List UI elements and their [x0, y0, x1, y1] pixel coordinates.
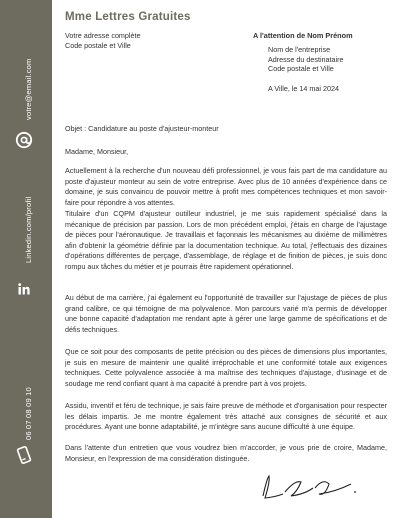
recipient-title: A l'attention de Nom Prénom — [253, 31, 353, 40]
paragraph: Dans l'attente d'un entretien que vous voudrez bien m'accorder, je vous prie de croire, Madame, Monsieur, en l'expression de ma considération distinguée. — [65, 443, 387, 463]
paragraph: Au début de ma carrière, j'ai également eu l'opportunité de travailler sur l'ajustage de pièces de plus grand calibre, ce qui témoigne de ma polyvalence. Mon parcours varié m'a permis de développer une bonne capacité d'adaptation me rendant apte à gérer une large gamme de spécifications et de défis techniques. — [65, 293, 387, 334]
linkedin-icon — [14, 279, 34, 299]
email-text: votre@email.com — [24, 58, 33, 120]
sender-city: Code postale et Ville — [65, 40, 131, 50]
salutation: Madame, Monsieur, — [65, 147, 129, 156]
paragraph: Que ce soit pour des composants de petite précision ou des pièces de dimensions plus importantes, je suis en mesure de maintenir une qualité irréprochable et une conformité totale aux exigences techniques. Cette polyvalence associée à ma maîtrise des techniques d'ajustage, d'usinage et de soudage me rend confiant quant à ma capacité à prendre part à vos projets. — [65, 347, 387, 388]
letter-date: A Ville, le 14 mai 2024 — [268, 84, 339, 93]
recipient-company: Nom de l'entreprise — [268, 45, 331, 54]
sidebar — [0, 0, 52, 518]
recipient-block — [268, 45, 344, 74]
sender-address: Votre adresse complète — [65, 31, 141, 40]
paragraph: Actuellement à la recherche d'un nouveau défi professionnel, je vous fais part de ma candidature au poste d'ajusteur monteur au sein de votre entreprise. Avec plus de 10 années d'expérience dans ce domaine, je suis convaincu de pouvoir mettre à profit mes compétences techniques et mon savoir-faire pour répondre à vos attentes. — [65, 166, 387, 207]
letter-subject: Objet : Candidature au poste d'ajusteur-monteur — [65, 124, 219, 133]
recipient-address: Adresse du destinataire — [268, 54, 344, 64]
paragraph: Titulaire d'un CQPM d'ajusteur outilleur industriel, je me suis rapidement spécialisé dans la mécanique de précision par passion. Lors de mon précédent emploi, j'étais en charge de l'ajustage de pièces pour l'aéronautique. Je travaillais et façonnais les mécanismes au dixième de millimètres afin d'obtenir la géométrie définie par la documentation technique. Au total, j'effectuais des dizaines d'opérations différentes de perçage, d'assemblage, de réglage et de finition de pièces, je suis donc rompu aux tâches du métier et je pourrais être rapidement opérationnel. — [65, 209, 387, 271]
linkedin-text: Linkedin.com/profil — [24, 196, 33, 263]
signature — [255, 470, 365, 506]
sender-address-block — [65, 31, 141, 50]
phone-text: 06 07 08 09 10 — [24, 387, 33, 440]
at-icon — [14, 130, 34, 150]
sender-name: Mme Lettres Gratuites — [65, 11, 191, 23]
paragraph: Assidu, inventif et féru de technique, je sais faire preuve de méthode et d'organisation pour respecter les délais impartis. Je me montre également très attaché aux consignes de sécurité et aux procédures. Ayant une bonne adaptabilité, je m'intègre sans aucune difficulté à une équipe. — [65, 401, 387, 432]
phone-icon — [14, 445, 34, 465]
recipient-city: Code postale et Ville — [268, 64, 334, 73]
